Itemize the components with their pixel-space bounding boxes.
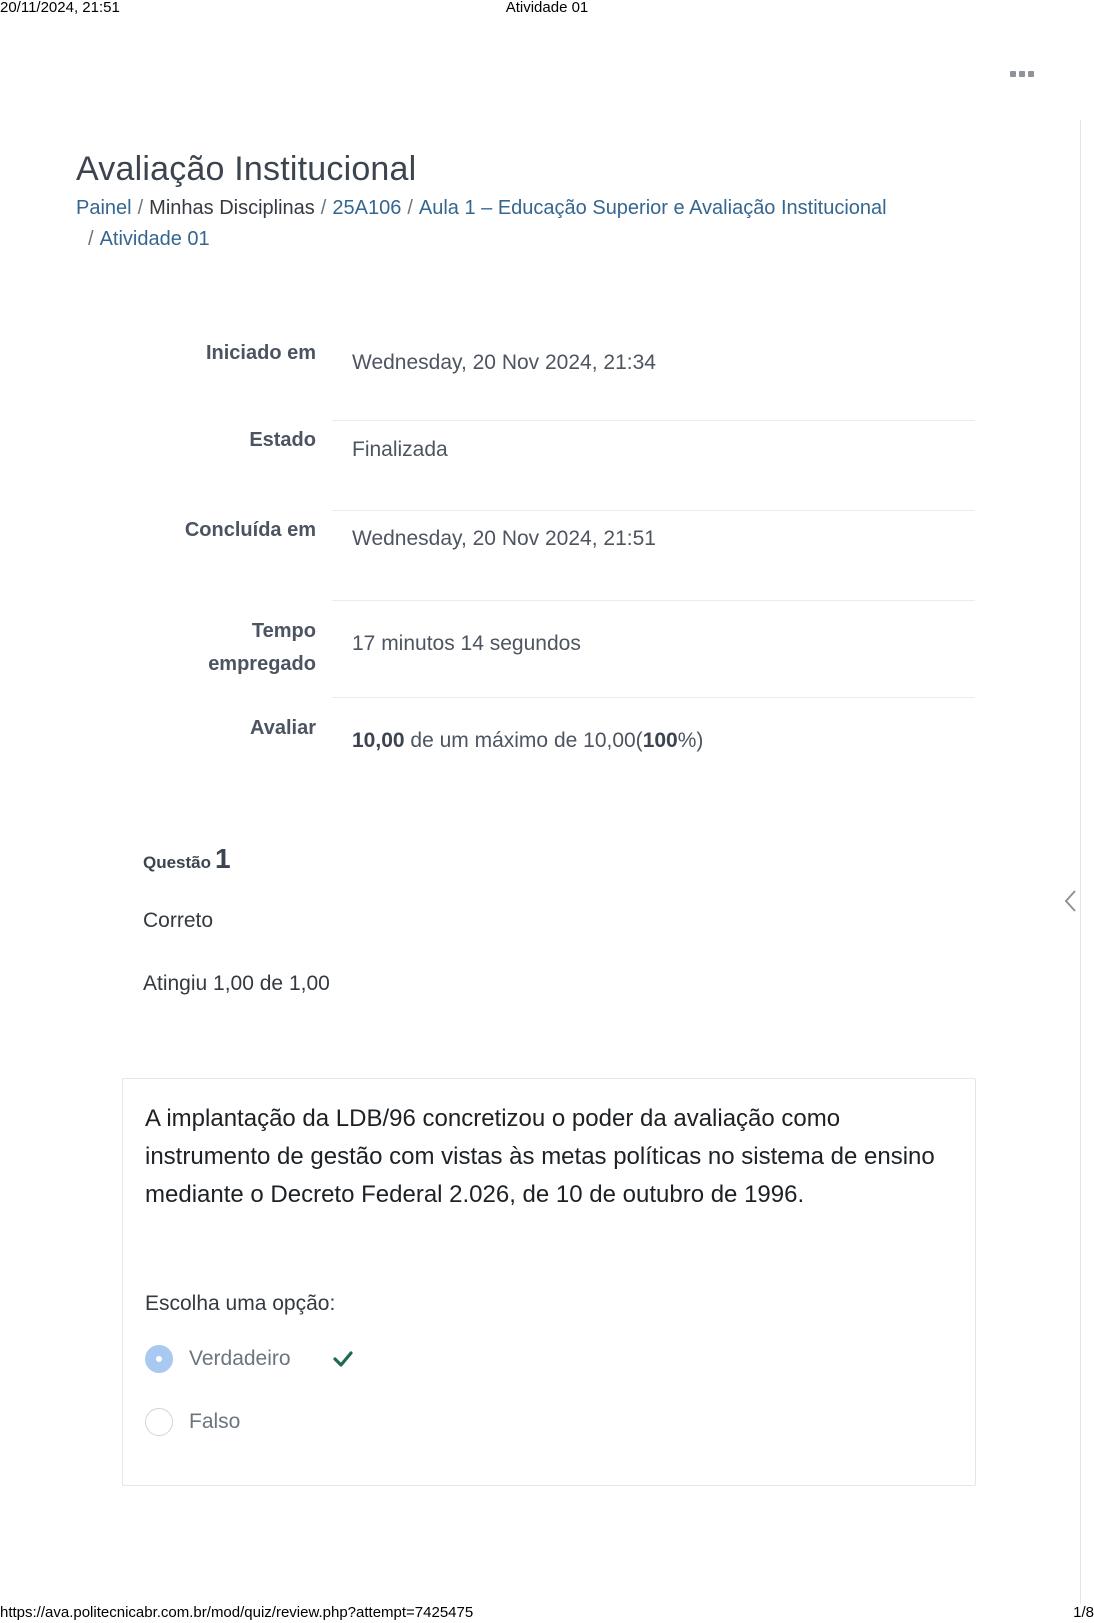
radio-selected[interactable]: [145, 1345, 173, 1373]
breadcrumb-minhas-disciplinas: Minhas Disciplinas: [149, 197, 315, 219]
answer-label: Falso: [189, 1410, 241, 1433]
page-title: Avaliação Institucional: [76, 150, 417, 188]
grade-text: de um máximo de 10,00(: [404, 729, 643, 752]
print-datetime: 20/11/2024, 21:51: [0, 0, 120, 16]
divider: [332, 420, 975, 421]
divider: [332, 510, 975, 511]
grade-score: 10,00: [352, 729, 405, 752]
breadcrumb-painel[interactable]: Painel: [76, 197, 132, 219]
print-header: [0, 0, 1094, 17]
question-content-box: [122, 1078, 976, 1486]
summary-value: Wednesday, 20 Nov 2024, 21:34: [352, 351, 656, 374]
summary-label: Avaliar: [250, 717, 316, 739]
answer-label: Verdadeiro: [189, 1347, 291, 1370]
print-url: https://ava.politecnicabr.com.br/mod/quiz/review.php?attempt=7425475: [0, 1604, 474, 1621]
print-doc-title: Atividade 01: [505, 0, 589, 16]
check-icon: [333, 1350, 353, 1368]
summary-label: Iniciado em: [205, 342, 316, 364]
question-grade: Atingiu 1,00 de 1,00: [143, 972, 330, 995]
summary-label: Concluída em: [184, 519, 316, 541]
summary-value: [352, 729, 703, 753]
breadcrumb-section[interactable]: Aula 1 – Educação Superior e Avaliação Institucional: [418, 197, 887, 219]
answer-option-verdadeiro[interactable]: [145, 1343, 353, 1375]
drawer-edge: [1080, 120, 1081, 1604]
breadcrumb-separator: /: [137, 197, 144, 219]
print-footer: [0, 1604, 1094, 1622]
breadcrumb: [76, 193, 976, 255]
question-state: Correto: [143, 909, 214, 932]
grade-percent: 100: [642, 729, 678, 752]
answer-option-falso[interactable]: [145, 1406, 240, 1438]
question-heading: [143, 843, 231, 875]
summary-label: [150, 615, 316, 681]
print-page-number: 1/8: [1073, 1604, 1094, 1621]
dot-icon: [1010, 71, 1016, 77]
summary-label-line: Tempo: [251, 620, 316, 642]
summary-value: Wednesday, 20 Nov 2024, 21:51: [352, 527, 656, 550]
more-options-button[interactable]: [1010, 71, 1034, 81]
radio-unselected[interactable]: [145, 1408, 173, 1436]
breadcrumb-separator: /: [320, 197, 327, 219]
question-number: 1: [215, 843, 231, 874]
dot-icon: [1019, 71, 1025, 77]
breadcrumb-separator: /: [88, 228, 94, 250]
question-prompt: Escolha uma opção:: [145, 1292, 336, 1315]
summary-value: Finalizada: [352, 438, 448, 461]
breadcrumb-course[interactable]: 25A106: [332, 197, 402, 219]
divider: [332, 697, 975, 698]
dot-icon: [1028, 71, 1034, 77]
summary-value: 17 minutos 14 segundos: [352, 632, 581, 655]
chevron-left-icon: [1062, 888, 1080, 914]
breadcrumb-activity[interactable]: Atividade 01: [99, 228, 210, 250]
divider: [332, 600, 975, 601]
summary-label-line: empregado: [208, 653, 316, 675]
breadcrumb-separator: /: [407, 197, 413, 219]
question-text: A implantação da LDB/96 concretizou o poder da avaliação como instrumento de gestão com vistas às metas políticas no sistema de ensino mediante o Decreto Federal 2.026, de 10 de outubro de 1996.: [145, 1105, 935, 1208]
summary-label: Estado: [249, 429, 316, 451]
drawer-toggle-button[interactable]: [1062, 888, 1080, 914]
grade-text-end: %): [677, 729, 704, 752]
question-label: Questão: [143, 853, 212, 872]
